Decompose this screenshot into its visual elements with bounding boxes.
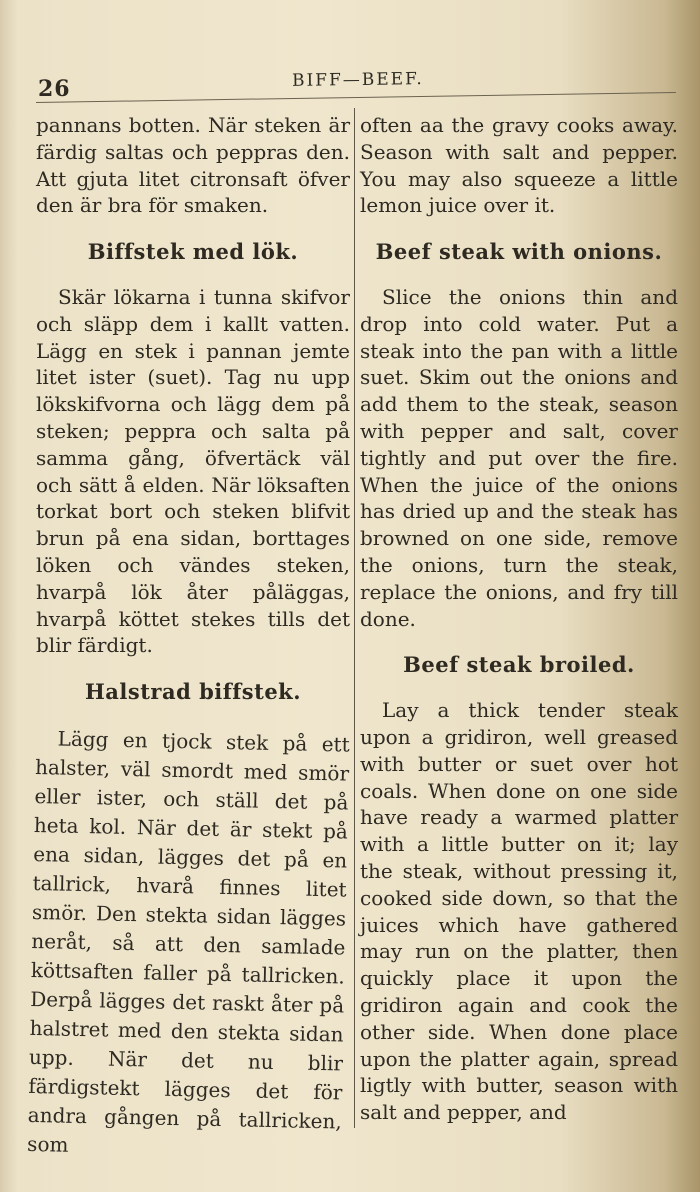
- column-divider: [354, 108, 355, 1128]
- running-title: BIFF—BEEF.: [291, 69, 424, 91]
- english-column: [360, 112, 678, 1172]
- english-onions-text: Slice the onions thin and drop into cold water. Put a steak into the pan with a little suet. Skim out the onions and add them to the steak, season with pepper and salt, cover tightly and put over the fire. When the juice of the onions has dried up and the steak has browned on one side, remove the onions, turn the steak, replace the onions, and fry till done.: [360, 284, 678, 631]
- english-broiled-text: Lay a thick tender steak upon a gridiron, well greased with butter or suet over hot coals. When done on one side have ready a warmed platter with a little butter on it; lay the steak, without pressing it, cooked side down, so that the juices which have gathered may run on the platter, then quickly place it upon the gridiron again and cook the other side. When done place upon the platter again, spread ligtly with butter, season with salt and pepper, and: [360, 698, 678, 1125]
- swedish-intro-text: pannans botten. När steken är färdig saltas och peppras den. Att gjuta litet citronsaft öfver den är bra för smaken.: [36, 113, 350, 218]
- swedish-onions-text: Skär lökarna i tunna skifvor och släpp dem i kallt vatten. Lägg en stek i pannan jemte litet ister (suet). Tag nu upp lökskifvorna och lägg dem på steken; peppra och salta på samma gång, öfvertäck väl och sätt å elden. När löksaften torkat bort och steken blifvit brun på ena sidan, borttages löken och vändes steken, hvarpå lök åter påläggas, hvarpå köttet stekes tills det blir färdigt.: [36, 284, 350, 658]
- page-number: 26: [38, 76, 71, 102]
- swedish-heading-onions: Biffstek med lök.: [87, 239, 299, 265]
- swedish-heading-broiled: Halstrad biffstek.: [84, 679, 302, 705]
- english-intro-text: often aa the gravy cooks away. Season with salt and pepper. You may also squeeze a little lemon juice over it.: [360, 113, 678, 218]
- english-heading-onions: Beef steak with onions.: [375, 239, 663, 265]
- swedish-column: [26, 112, 350, 1172]
- header-rule: [36, 92, 676, 103]
- english-heading-broiled: Beef steak broiled.: [403, 652, 635, 678]
- page-shadow-left: [0, 0, 18, 1192]
- page-header: [0, 0, 700, 110]
- swedish-broiled-text: Lägg en tjock stek på ett halster, väl smordt med smör eller ister, och ställ det på heta kol. När det är stekt på ena sidan, lägges det på en tallrick, hvarå finnes litet smör. Den stekta sidan lägges neråt, så att den samlade köttsaften faller på tallricken. Derpå lägges det raskt åter på halstret med den stekta sidan upp. När det nu blir färdigstekt lägges det för andra gången på tallricken, som: [26, 726, 350, 1157]
